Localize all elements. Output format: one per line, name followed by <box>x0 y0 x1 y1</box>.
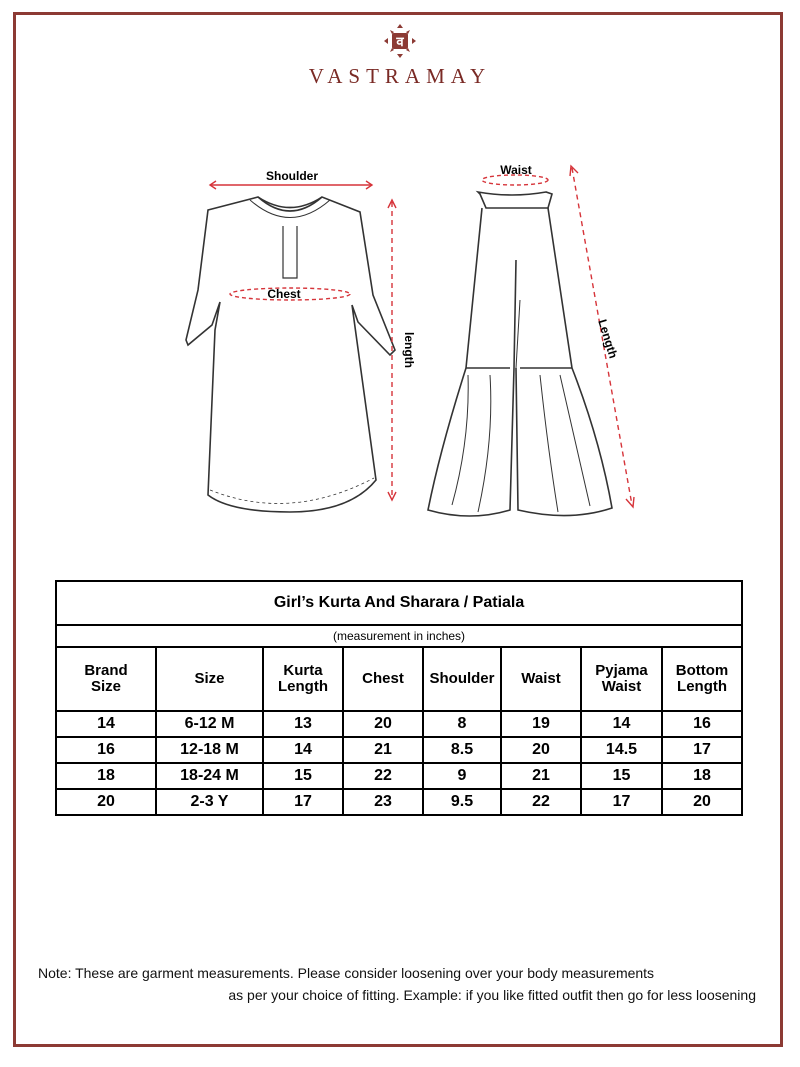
kurta-illustration <box>186 197 395 512</box>
header-pyjama-waist: Pyjama Waist <box>581 647 662 711</box>
table-cell: 8.5 <box>423 737 501 763</box>
header-kurta-length: Kurta Length <box>263 647 343 711</box>
header-brand-size: Brand Size <box>56 647 156 711</box>
table-cell: 20 <box>662 789 742 815</box>
brand-logo-letter: व <box>396 35 404 50</box>
table-cell: 20 <box>343 711 423 737</box>
table-cell: 14 <box>263 737 343 763</box>
table-cell: 18 <box>56 763 156 789</box>
table-cell: 14.5 <box>581 737 662 763</box>
header-chest: Chest <box>343 647 423 711</box>
table-cell: 8 <box>423 711 501 737</box>
header-shoulder: Shoulder <box>423 647 501 711</box>
table-cell: 17 <box>581 789 662 815</box>
table-cell: 15 <box>263 763 343 789</box>
brand-emblem-icon <box>384 24 416 58</box>
garment-diagrams <box>0 150 800 530</box>
table-subtitle: (measurement in inches) <box>56 625 742 647</box>
table-cell: 16 <box>662 711 742 737</box>
note-line-2: as per your choice of fitting. Example: if you like fitted outfit then go for less loosening <box>228 987 756 1003</box>
table-cell: 16 <box>56 737 156 763</box>
brand-name: VASTRAMAY <box>308 64 492 88</box>
table-cell: 14 <box>56 711 156 737</box>
table-cell: 22 <box>501 789 581 815</box>
table-cell: 15 <box>581 763 662 789</box>
table-cell: 9.5 <box>423 789 501 815</box>
table-row <box>56 789 742 815</box>
kurta-measure-lines <box>210 181 396 500</box>
table-title: Girl’s Kurta And Sharara / Patiala <box>56 581 742 625</box>
header-size: Size <box>156 647 263 711</box>
size-chart-table <box>55 580 743 816</box>
table-cell: 12-18 M <box>156 737 263 763</box>
table-cell: 21 <box>343 737 423 763</box>
kurta-chest-label: Chest <box>267 287 301 301</box>
brand-logo <box>0 24 800 89</box>
table-cell: 19 <box>501 711 581 737</box>
table-cell: 20 <box>501 737 581 763</box>
header-bottom-length: Bottom Length <box>662 647 742 711</box>
table-cell: 9 <box>423 763 501 789</box>
table-row <box>56 711 742 737</box>
table-cell: 21 <box>501 763 581 789</box>
table-cell: 17 <box>263 789 343 815</box>
garment-note <box>38 962 758 1006</box>
table-cell: 23 <box>343 789 423 815</box>
kurta-length-label: length <box>402 332 416 368</box>
note-line-1: Note: These are garment measurements. Please consider loosening over your body measurements <box>38 965 655 981</box>
sharara-length-label: Length <box>595 317 621 361</box>
table-cell: 14 <box>581 711 662 737</box>
table-row <box>56 763 742 789</box>
table-cell: 18-24 M <box>156 763 263 789</box>
table-cell: 18 <box>662 763 742 789</box>
header-waist: Waist <box>501 647 581 711</box>
table-cell: 6-12 M <box>156 711 263 737</box>
table-cell: 2-3 Y <box>156 789 263 815</box>
table-cell: 13 <box>263 711 343 737</box>
table-cell: 22 <box>343 763 423 789</box>
sharara-waist-label: Waist <box>500 163 532 177</box>
table-header-row <box>56 647 742 711</box>
table-cell: 20 <box>56 789 156 815</box>
kurta-shoulder-label: Shoulder <box>265 169 319 183</box>
table-cell: 17 <box>662 737 742 763</box>
table-row <box>56 737 742 763</box>
